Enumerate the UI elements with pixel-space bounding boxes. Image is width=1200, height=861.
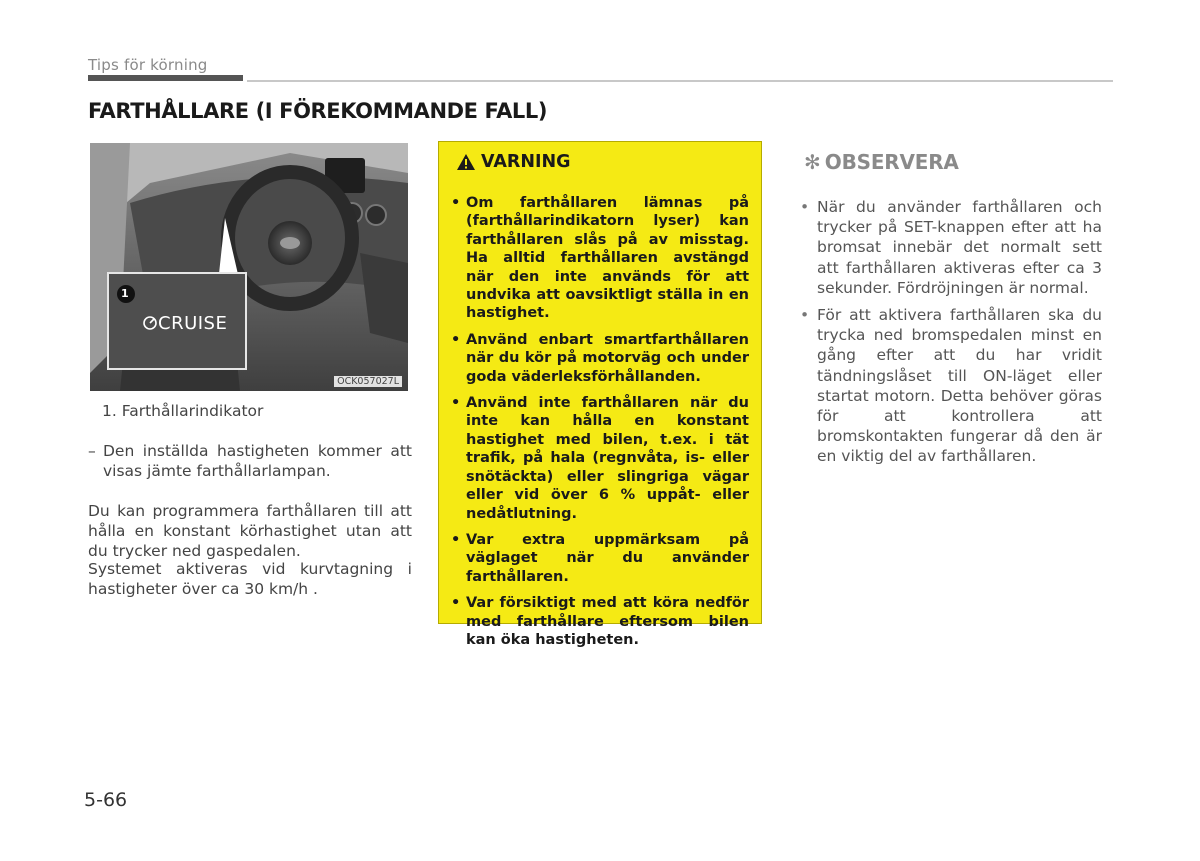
image-code: OCK057027L xyxy=(334,376,402,387)
observera-header xyxy=(804,150,959,174)
warning-item xyxy=(451,594,749,649)
dashboard-photo xyxy=(90,143,408,391)
paragraph: Systemet aktiveras vid kurvtagning i hastigheter över ca 30 km/h . xyxy=(88,560,412,598)
observera-item-text: För att aktivera farthållaren ska du trycka ned bromspedalen minst en gång efter att du har vridit tändningslåset till ON-läget eller startat motorn. Detta behöver göras för att kontrollera att bromskontakten fungerar då den är en viktig del av farthållaren. xyxy=(817,306,1102,466)
observera-list xyxy=(800,197,1102,474)
dash-marker: – xyxy=(88,442,96,460)
warning-item-text: Var försiktigt med att köra nedför med farthållare eftersom bilen kan öka hastigheten. xyxy=(466,595,749,648)
bullet-marker: • xyxy=(800,198,810,216)
bullet-marker: • xyxy=(451,595,461,612)
warning-item-text: Använd enbart smartfarthållaren när du kör på motorväg och under goda väderleksförhållanden. xyxy=(466,331,749,385)
header-rule-thin xyxy=(247,80,1113,82)
warning-title: VARNING xyxy=(481,152,571,172)
dashboard-illustration xyxy=(90,143,408,391)
header-rule-thick xyxy=(88,75,243,81)
page-number: 5-66 xyxy=(84,789,128,811)
dash-item xyxy=(88,442,412,482)
warning-item xyxy=(451,331,749,386)
warning-list xyxy=(451,194,749,649)
asterisk-icon: ✻ xyxy=(804,150,821,174)
warning-item-text: Använd inte farthållaren när du inte kan hålla en konstant hastighet med bilen, t.ex. i tät trafik, på hala (regnvåta, is- eller snötäckta) eller slingriga vägar eller vid över 6 % uppåt- eller nedåtlutning. xyxy=(466,395,749,522)
warning-item-text: Om farthållaren lämnas på (farthållarindikatorn lyser) kan farthållaren slås på av misstag. Ha alltid farthållaren avstängd när den inte används för att undvika att oavsiktligt ställa in en hastighet. xyxy=(466,195,749,322)
warning-triangle-icon xyxy=(457,154,475,170)
observera-title: OBSERVERA xyxy=(824,150,959,174)
dash-item-text: Den inställda hastigheten kommer att visas jämte farthållarlampan. xyxy=(103,442,412,480)
observera-item xyxy=(800,197,1102,298)
bullet-marker: • xyxy=(451,195,461,211)
figure-caption: 1. Farthållarindikator xyxy=(102,402,264,420)
warning-item xyxy=(451,394,749,523)
bullet-marker: • xyxy=(800,306,810,325)
paragraph: Du kan programmera farthållaren till att hålla en konstant körhastighet utan att du trycker ned gaspedalen. xyxy=(88,502,412,560)
section-label: Tips för körning xyxy=(88,56,208,74)
cruise-indicator-label: CRUISE xyxy=(158,313,228,334)
bullet-marker: • xyxy=(451,395,461,412)
warning-item-text: Var extra uppmärksam på väglaget när du använder farthållaren. xyxy=(466,531,749,585)
warning-box xyxy=(438,141,762,648)
observera-item xyxy=(800,305,1102,467)
warning-header xyxy=(457,152,749,172)
warning-item xyxy=(451,531,749,586)
bullet-marker: • xyxy=(451,531,461,548)
indicator-badge: 1 xyxy=(121,287,129,300)
bullet-marker: • xyxy=(451,331,461,348)
page-title: FARTHÅLLARE (I FÖREKOMMANDE FALL) xyxy=(88,99,548,123)
observera-item-text: När du använder farthållaren och trycker på SET-knappen efter att ha bromsat innebär det normalt sett att farthållaren aktiveras efter ca 3 sekunder. Fördröjningen är normal. xyxy=(817,198,1102,297)
warning-item xyxy=(451,194,749,323)
